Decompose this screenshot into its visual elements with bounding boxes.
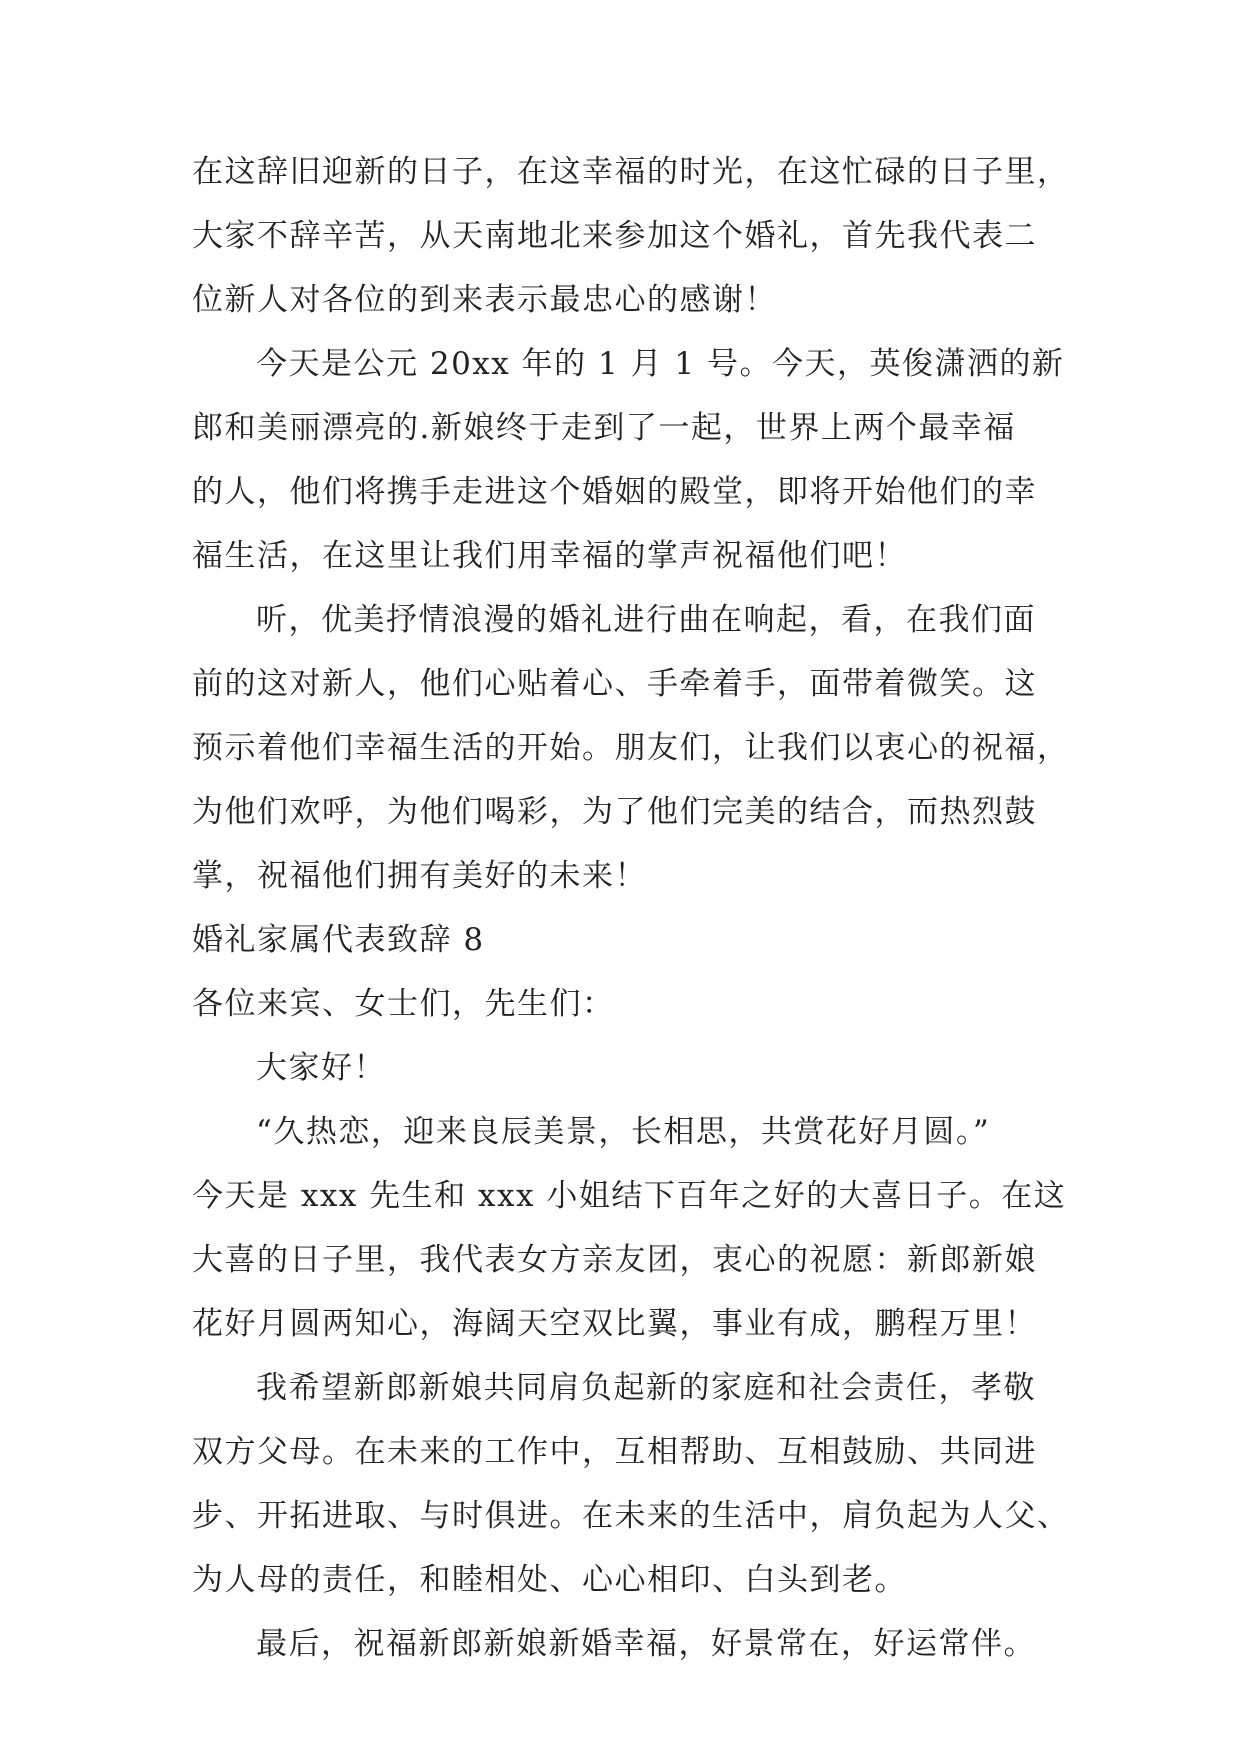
text-line: 大家好！ — [256, 1050, 386, 1086]
text-line: 预示着他们幸福生活的开始。朋友们，让我们以衷心的祝福， — [192, 730, 1070, 766]
text-line: 今天是公元 20xx 年的 1 月 1 号。今天，英俊潇洒的新 — [256, 346, 1065, 382]
text-line: 花好月圆两知心，海阔天空双比翼，事业有成，鹏程万里！ — [192, 1306, 1037, 1342]
text-line: 位新人对各位的到来表示最忠心的感谢！ — [192, 282, 777, 318]
text-line: 福生活，在这里让我们用幸福的掌声祝福他们吧！ — [192, 538, 907, 574]
text-line: 我希望新郎新娘共同肩负起新的家庭和社会责任，孝敬 — [256, 1370, 1036, 1406]
text-line: 的人，他们将携手走进这个婚姻的殿堂，即将开始他们的幸 — [192, 474, 1037, 510]
text-line: 郎和美丽漂亮的.新娘终于走到了一起，世界上两个最幸福 — [192, 410, 1016, 446]
text-line: 为他们欢呼，为他们喝彩，为了他们完美的结合，而热烈鼓 — [192, 794, 1037, 830]
text-line: 大家不辞辛苦，从天南地北来参加这个婚礼，首先我代表二 — [192, 218, 1037, 254]
text-line: 掌，祝福他们拥有美好的未来！ — [192, 858, 647, 894]
greeting-line: 各位来宾、女士们，先生们： — [192, 986, 615, 1022]
text-line: 听，优美抒情浪漫的婚礼进行曲在响起，看，在我们面 — [256, 602, 1036, 638]
text-line: 前的这对新人，他们心贴着心、手牵着手，面带着微笑。这 — [192, 666, 1037, 702]
text-line: 今天是 xxx 先生和 xxx 小姐结下百年之好的大喜日子。在这 — [192, 1178, 1067, 1214]
text-line: 步、开拓进取、与时俱进。在未来的生活中，肩负起为人父、 — [192, 1498, 1070, 1534]
text-line: 大喜的日子里，我代表女方亲友团，衷心的祝愿：新郎新娘 — [192, 1242, 1037, 1278]
text-line: “久热恋，迎来良辰美景，长相思，共赏花好月圆。” — [256, 1114, 991, 1150]
section-heading: 婚礼家属代表致辞 8 — [192, 922, 485, 958]
text-line: 最后，祝福新郎新娘新婚幸福，好景常在，好运常伴。 — [256, 1626, 1036, 1662]
text-line: 为人母的责任，和睦相处、心心相印、白头到老。 — [192, 1562, 907, 1598]
text-line: 双方父母。在未来的工作中，互相帮助、互相鼓励、共同进 — [192, 1434, 1037, 1470]
text-line: 在这辞旧迎新的日子，在这幸福的时光，在这忙碌的日子里， — [192, 154, 1070, 190]
